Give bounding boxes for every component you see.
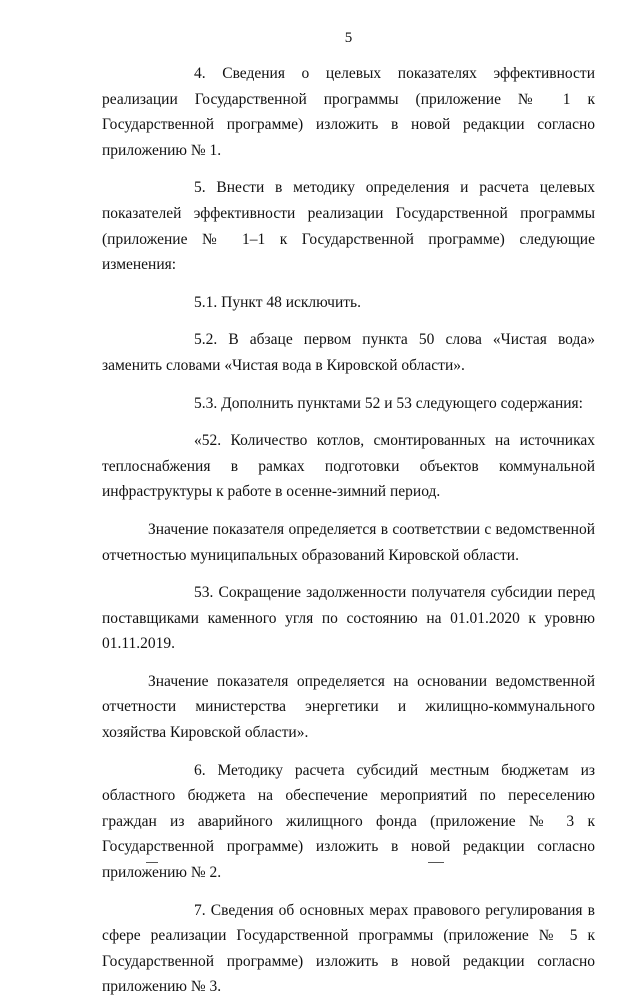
paragraph-text: Значение показателя определяется в соответствии с ведомственной отчетностью муниципальных образований Кировской области. (102, 520, 595, 564)
paragraph-number: 5.2. (194, 331, 218, 349)
paragraph-text: Количество котлов, смонтированных на источниках теплоснабжения в рамках подготовки объектов коммунальной инфраструктуры к работе в осенне-зимний период. (102, 432, 595, 501)
paragraph-5-3 (102, 391, 595, 417)
paragraph-number: 4. (194, 65, 206, 82)
paragraph-53-value (102, 669, 595, 746)
paragraph-text: Сведения об основных мерах правового регулирования в сфере реализации Государственной программы (приложение № 5 к Государственной программе) изложить в новой редакции согласно приложению № 3. (102, 901, 595, 996)
paragraph-text: Сведения о целевых показателях эффективности реализации Государственной программы (приложение № 1 к Государственной программе) изложить в новой редакции согласно приложению № 1. (102, 65, 596, 159)
paragraph-53 (102, 580, 595, 657)
paragraph-5-2 (102, 327, 595, 378)
paragraph-number: 5. (194, 179, 206, 197)
paragraph-number: 6. (194, 761, 206, 779)
page-number: 5 (344, 30, 353, 46)
paragraph-7 (102, 898, 595, 1000)
footer-marks (0, 862, 640, 872)
paragraph-number: 53. (194, 584, 214, 602)
paragraph-text: Методику расчета субсидий местным бюджетам из областного бюджета на обеспечение мероприятий по переселению граждан из аварийного жилищного фонда (приложение № 3 к Государственной программе) изложить в новой редакции согласно приложению № 2. (102, 761, 595, 882)
footer-mark (428, 862, 444, 863)
paragraph-text: Внести в методику определения и расчета целевых показателей эффективности реализации Государственной программы (приложение № 1–1 к Государственной программе) следующие изменения: (102, 179, 595, 274)
paragraph-5 (102, 175, 595, 277)
footer-mark (146, 862, 158, 863)
paragraph-text: Значение показателя определяется на основании ведомственной отчетности министерства энергетики и жилищно-коммунального хозяйства Кировской области». (102, 672, 595, 742)
paragraph-number: 5.3. (194, 394, 218, 412)
paragraph-text: Сокращение задолженности получателя субсидии перед поставщиками каменного угля по состоянию на 01.01.2020 к уровню 01.11.2019. (102, 584, 596, 653)
paragraph-number: 5.1. (194, 293, 218, 311)
paragraph-4 (102, 61, 595, 163)
paragraph-text: В абзаце первом пункта 50 слова «Чистая вода» заменить словами «Чистая вода в Кировской области». (102, 331, 595, 374)
paragraph-52 (102, 428, 595, 505)
paragraph-number: «52. (194, 432, 222, 450)
paragraph-text: Пункт 48 исключить. (221, 293, 361, 311)
paragraph-5-1 (102, 290, 595, 316)
paragraph-52-value (102, 517, 595, 568)
paragraph-text: Дополнить пунктами 52 и 53 следующего содержания: (221, 394, 583, 412)
paragraph-number: 7. (194, 901, 206, 919)
